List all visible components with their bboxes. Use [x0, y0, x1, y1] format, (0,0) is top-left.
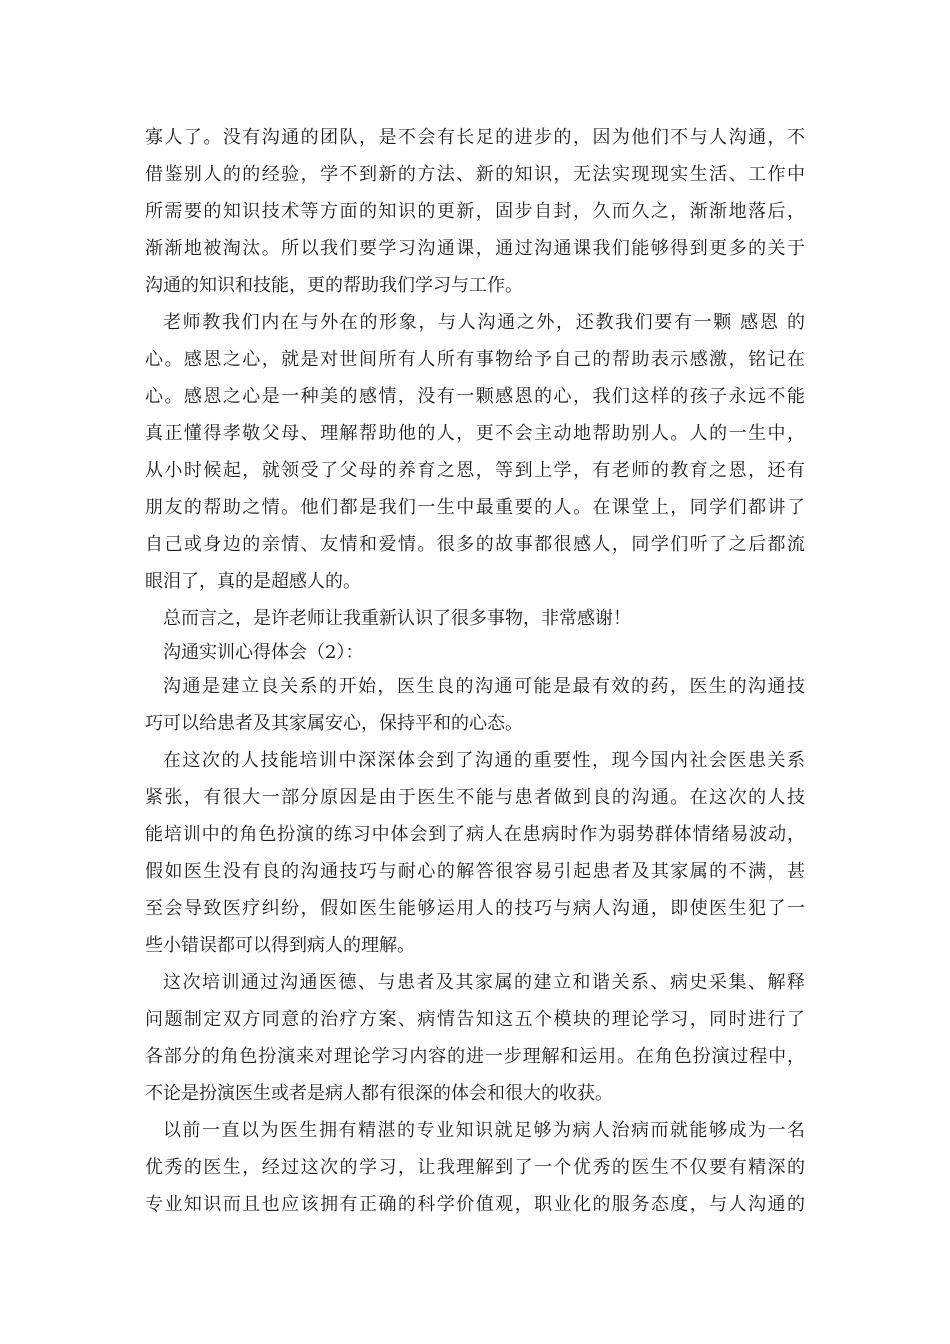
text-line: 各部分的角色扮演来对理论学习内容的进一步理解和运用。在角色扮演过程中， [145, 1046, 805, 1067]
text-line: 在这次的人技能培训中深深体会到了沟通的重要性，现今国内社会医患关系 [163, 750, 805, 771]
text-line: 以前一直以为医生拥有精湛的专业知识就足够为病人治病而就能够成为一名 [163, 1120, 805, 1141]
text-line: 心。感恩之心是一种美的感情，没有一颗感恩的心，我们这样的孩子永远不能 [145, 386, 805, 407]
text-line: 假如医生没有良的沟通技巧与耐心的解答很容易引起患者及其家属的不满，甚 [145, 861, 805, 882]
text-line: 总而言之，是许老师让我重新认识了很多事物，非常感谢！ [163, 608, 631, 629]
text-line: 沟通是建立良关系的开始，医生良的沟通可能是最有效的药，医生的沟通技 [163, 676, 805, 697]
section-heading: 沟通实训心得体会（2）： [163, 642, 364, 663]
text-line: 真正懂得孝敬父母、理解帮助他的人，更不会主动地帮助别人。人的一生中， [145, 423, 805, 444]
text-line: 朋友的帮助之情。他们都是我们一生中最重要的人。在课堂上，同学们都讲了 [145, 497, 805, 518]
text-line: 老师教我们内在与外在的形象，与人沟通之外，还教我们要有一颗 感恩 的 [163, 312, 805, 333]
text-line: 不论是扮演医生或者是病人都有很深的体会和很大的收获。 [145, 1083, 613, 1104]
text-line: 能培训中的角色扮演的练习中体会到了病人在患病时作为弱势群体情绪易波动， [145, 824, 805, 845]
text-line: 专业知识而且也应该拥有正确的科学价值观，职业化的服务态度，与人沟通的 [145, 1194, 805, 1215]
text-line: 问题制定双方同意的治疗方案、病情告知这五个模块的理论学习，同时进行了 [145, 1009, 805, 1030]
text-line: 借鉴别人的的经验，学不到新的方法、新的知识，无法实现现实生活、工作中 [145, 164, 805, 185]
text-line: 心。感恩之心，就是对世间所有人所有事物给予自己的帮助表示感激，铭记在 [145, 349, 805, 370]
text-line: 紧张，有很大一部分原因是由于医生不能与患者做到良的沟通。在这次的人技 [145, 787, 805, 808]
text-line: 渐渐地被淘汰。所以我们要学习沟通课，通过沟通课我们能够得到更多的关于 [145, 238, 805, 259]
text-line: 优秀的医生，经过这次的学习，让我理解到了一个优秀的医生不仅要有精深的 [145, 1157, 805, 1178]
text-line: 自己或身边的亲情、友情和爱情。很多的故事都很感人，同学们听了之后都流 [145, 534, 805, 555]
text-line: 些小错误都可以得到病人的理解。 [145, 935, 415, 956]
text-line: 至会导致医疗纠纷，假如医生能够运用人的技巧与病人沟通，即使医生犯了一 [145, 898, 805, 919]
text-line: 眼泪了，真的是超感人的。 [145, 571, 361, 592]
text-line: 所需要的知识技术等方面的知识的更新，固步自封，久而久之，渐渐地落后， [145, 201, 805, 222]
text-line: 从小时候起，就领受了父母的养育之恩，等到上学，有老师的教育之恩，还有 [145, 460, 805, 481]
text-line: 这次培训通过沟通医德、与患者及其家属的建立和谐关系、病史采集、解释 [163, 972, 805, 993]
text-line: 巧可以给患者及其家属安心，保持平和的心态。 [145, 713, 523, 734]
text-line: 沟通的知识和技能，更的帮助我们学习与工作。 [145, 275, 523, 296]
text-line: 寡人了。没有沟通的团队，是不会有长足的进步的，因为他们不与人沟通，不 [145, 127, 805, 148]
